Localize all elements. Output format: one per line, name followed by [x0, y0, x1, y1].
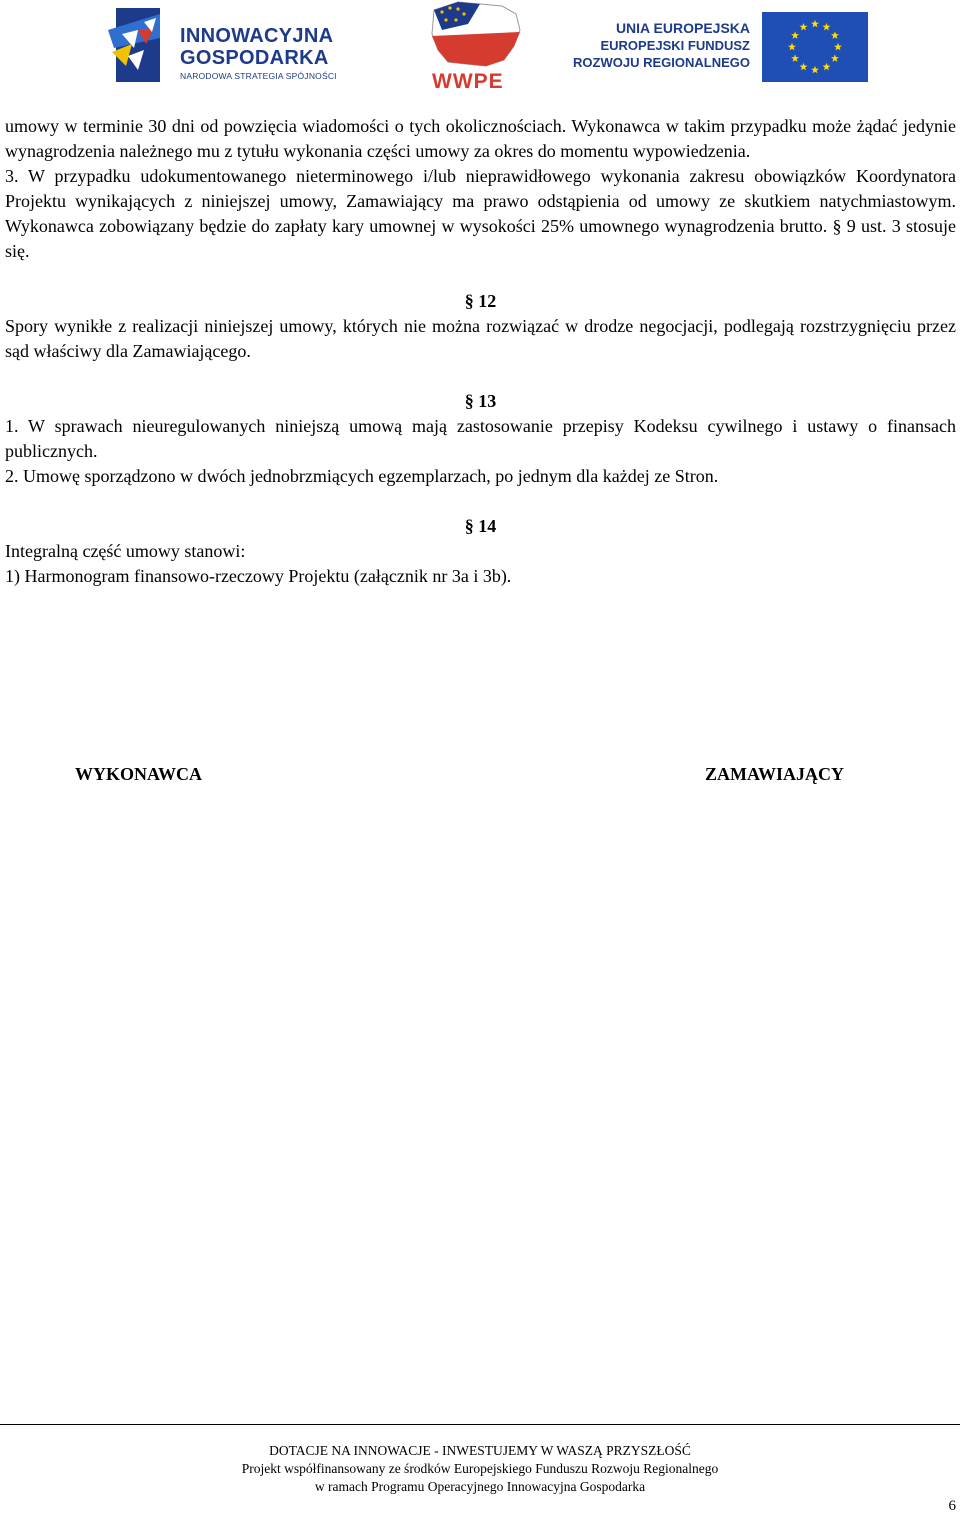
- footer-line2: Projekt współfinansowany ze środków Europejskiego Funduszu Rozwoju Regionalnego: [241, 1461, 719, 1476]
- poland-map-icon: [428, 0, 524, 70]
- paragraph-point-3: 3. W przypadku udokumentowanego nieterminowego i/lub nieprawidłowego wykonania zakresu obowiązków Koordynatora Projektu wynikających z niniejszej umowy, Zamawiający ma prawo odstąpienia od umowy ze skutkiem natychmiastowym. Wykonawca zobowiązany będzie do zapłaty kary umownej w wysokości 25% umownego wynagrodzenia brutto. § 9 ust. 3 stosuje się.: [5, 166, 956, 261]
- innowacyjna-gospodarka-logo: [108, 4, 363, 86]
- section-13-point-1: 1. W sprawach nieuregulowanych niniejszą umową mają zastosowanie przepisy Kodeksu cywilnego i ustawy o finansach publicznych.: [5, 416, 956, 461]
- header-logos: [0, 0, 960, 100]
- footer-line3: w ramach Programu Operacyjnego Innowacyjna Gospodarka: [314, 1479, 646, 1494]
- logo-right-line1: UNIA EUROPEJSKA: [615, 20, 750, 36]
- wwpe-logo: [428, 0, 524, 95]
- section-14-item-1: 1) Harmonogram finansowo-rzeczowy Projektu (załącznik nr 3a i 3b).: [5, 566, 512, 586]
- signature-client: ZAMAWIAJĄCY: [705, 764, 844, 784]
- innowacyjna-gospodarka-mark-icon: [108, 4, 174, 86]
- eu-logo: [572, 10, 868, 82]
- section-12-title: § 12: [464, 291, 497, 311]
- paragraph-continuation: umowy w terminie 30 dni od powzięcia wiadomości o tych okolicznościach. Wykonawca w takim przypadku może żądać jedynie wynagrodzenia należnego mu z tytułu wykonania części umowy za okres do momentu wypowiedzenia.: [5, 116, 956, 161]
- wwpe-logo-text: WWPE: [432, 70, 504, 93]
- footer-line1: DOTACJE NA INNOWACJE - INWESTUJEMY W WASZĄ PRZYSZŁOŚĆ: [269, 1443, 691, 1458]
- logo-left-line3: NARODOWA STRATEGIA SPÓJNOŚCI: [180, 71, 337, 81]
- section-14-intro: Integralną część umowy stanowi:: [5, 541, 246, 561]
- section-14-title: § 14: [464, 516, 497, 536]
- section-12-paragraph: Spory wynikłe z realizacji niniejszej umowy, których nie można rozwiązać w drodze negocjacji, podlegają rozstrzygnięciu przez sąd właściwy dla Zamawiającego.: [5, 316, 956, 361]
- document-body: [5, 114, 956, 589]
- logo-right-line2: EUROPEJSKI FUNDUSZ: [600, 38, 750, 53]
- logo-left-line1: INNOWACYJNA: [180, 25, 334, 47]
- page-number: 6: [948, 1498, 956, 1514]
- logo-right-line3: ROZWOJU REGIONALNEGO: [573, 55, 750, 70]
- signature-contractor: WYKONAWCA: [75, 764, 203, 784]
- footer: [0, 1442, 960, 1496]
- section-13-title: § 13: [464, 391, 497, 411]
- eu-flag-icon: [762, 12, 868, 82]
- footer-divider: [0, 1424, 960, 1425]
- logo-left-line2: GOSPODARKA: [180, 47, 329, 69]
- section-13-point-2: 2. Umowę sporządzono w dwóch jednobrzmiących egzemplarzach, po jednym dla każdej ze Stron.: [5, 466, 719, 486]
